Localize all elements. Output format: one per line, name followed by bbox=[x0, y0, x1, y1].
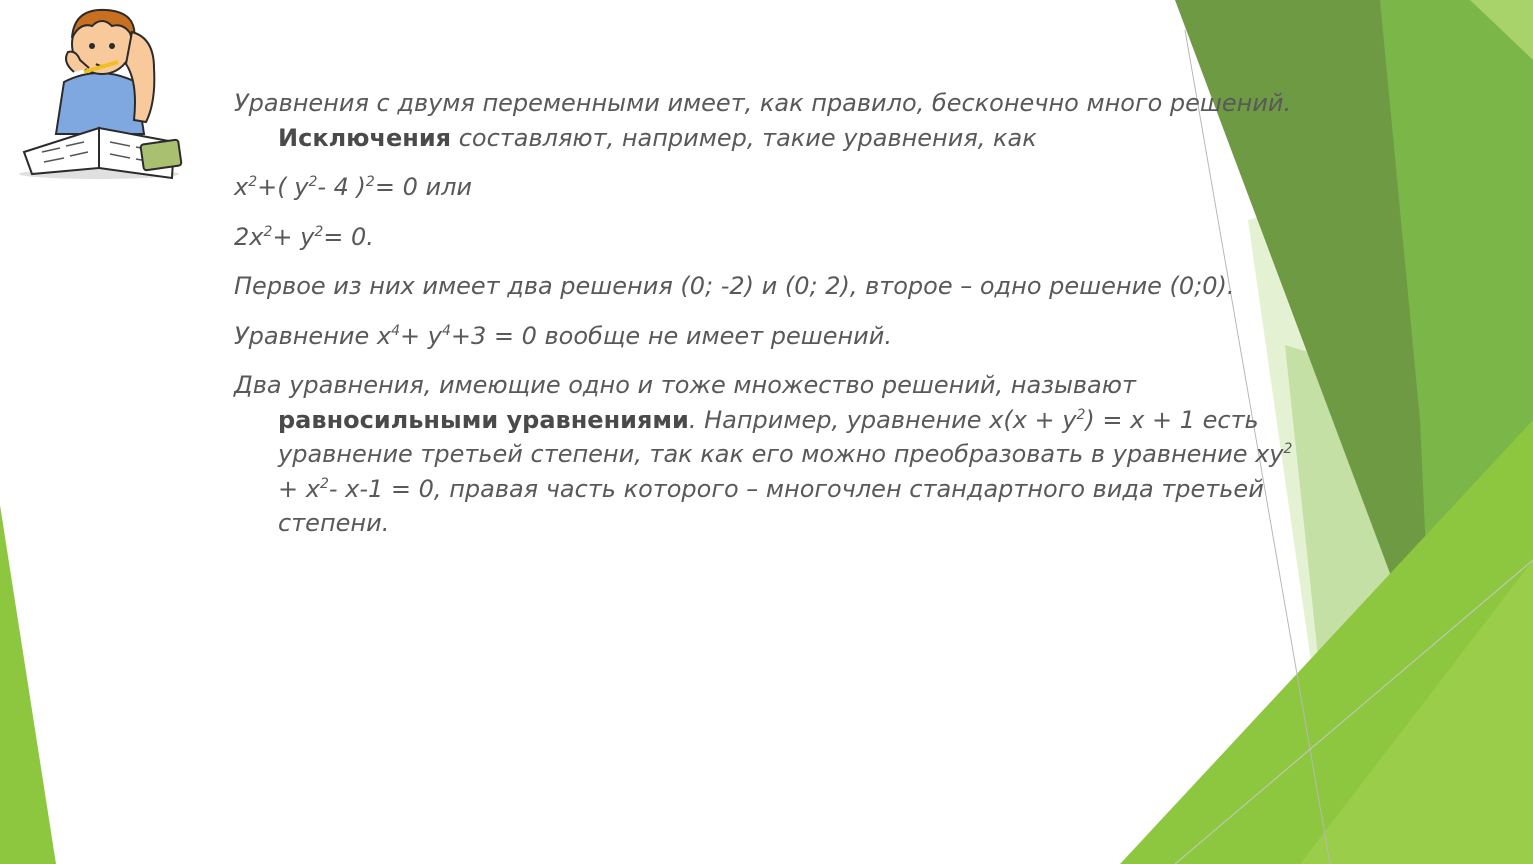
student-reading-icon bbox=[14, 2, 189, 182]
equation-3: Уравнение $x^4+ y^4+3 = 0$ вообще не имеет решений. bbox=[234, 321, 892, 350]
equation-2: $2x^2+ y^2= 0$. bbox=[234, 222, 374, 251]
left-green-strip bbox=[0, 505, 56, 864]
emphasis-exceptions: Исключения bbox=[278, 123, 452, 152]
paragraph-4: Первое из них имеет два решения (0; -2) и (0; 2), второе – одно решение (0;0). bbox=[234, 272, 1235, 300]
paragraph-1: Уравнения с двумя переменными имеет, как правило, бесконечно много решений. Исключения составляют, например, такие уравнения, как bbox=[234, 89, 1292, 152]
emphasis-equivalent-equations: равносильными уравнениями bbox=[278, 405, 689, 434]
paragraph-6: Два уравнения, имеющие одно и тоже множество решений, называют равносильными уравнениями. Например, уравнение $x(x + y^2) = x + 1$ есть уравнение третьей степени, так как его можно преобразовать в уравнение $xy^2 + x^2-$ x-1 = 0, правая часть которого – многочлен стандартного вида третьей степени. bbox=[234, 371, 1293, 537]
slide-text bbox=[234, 86, 1309, 556]
equation-1: $x^2+$( $y^2-$ 4 )$^2$= 0 или bbox=[234, 173, 473, 201]
